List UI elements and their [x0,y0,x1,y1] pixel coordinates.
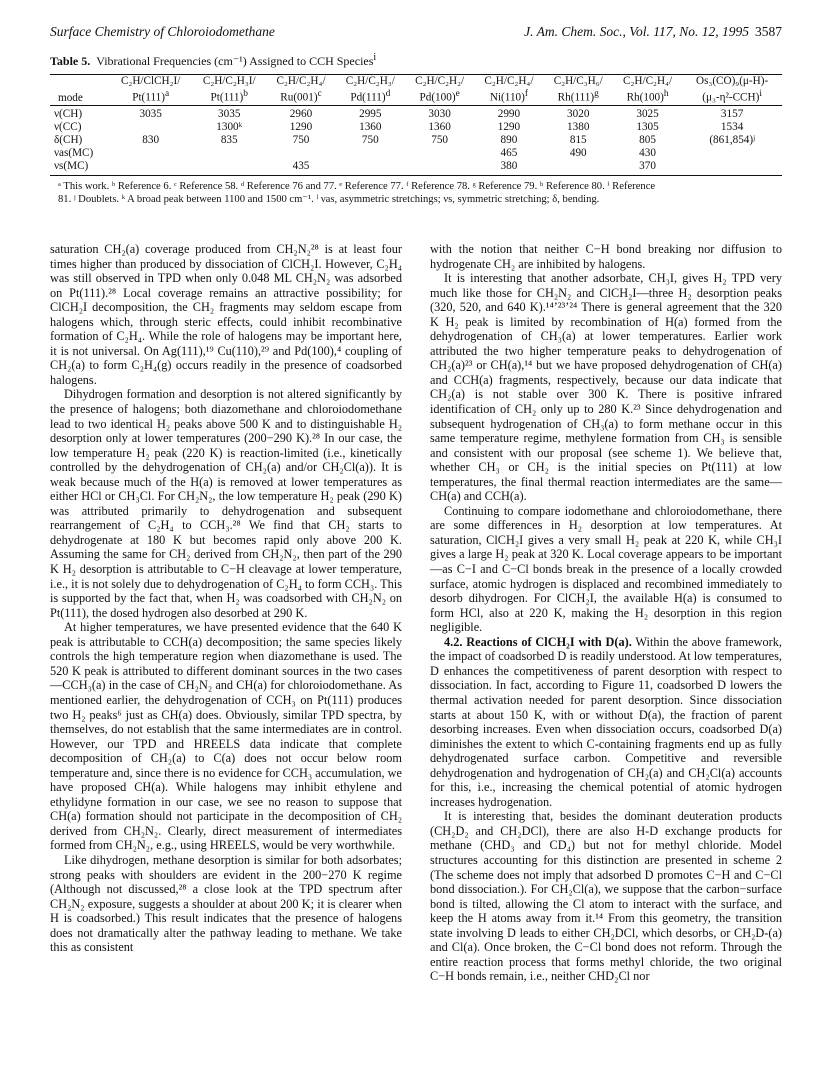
table-cell [336,147,405,160]
page-number: 3587 [755,24,782,39]
running-head [50,24,782,44]
running-head-title: Surface Chemistry of Chloroiodomethane [50,24,275,39]
table-cell: 3035 [139,107,162,120]
col-header-4-line1: C₂H/C₂H₃/ [336,75,405,89]
col-header-8-surface: Rh(100) [626,91,664,104]
col-header-2-line2 [192,88,266,105]
header-blank [50,75,109,89]
col-header-4-line2 [336,88,405,105]
table-footnote-line-1: ᵃ This work. ᵇ Reference 6. ᶜ Reference 58. ᵈ Reference 76 and 77. ᵉ Reference 77. ᶠ Reference 78. ᵍ Reference 79. ʰ Reference 80. ⁱ Reference [58,180,656,192]
mode-cell: ν(CH) [54,107,83,120]
table-cell [544,160,613,176]
journal-citation: J. Am. Chem. Soc., Vol. 117, No. 12, 1995 [524,24,749,39]
col-header-4-note: d [385,89,391,99]
table-cell: 490 [569,146,587,159]
col-header-7-line1: C₂H/C₃H₆/ [544,75,613,89]
col-header-5-line2 [405,88,474,105]
paragraph: At higher temperatures, we have presented evidence that the 640 K peak is attributable to CCH(a) decomposition; the same species likely controls the high temperature region when diazomethane is used. The 520 K peak is attributed to different dominant sources in the two cases—CCH₃(a) in the case of CH₂N₂ and CH(a) for chloroiodomethane. As mentioned earlier, the dehydrogenation of CCH₃ on Pt(111) produces two H₂ peaks⁶ just as CH(a) does. Obviously, similar TPD spectra, by themselves, do not establish that the same intermediates are in control. However, our TPD and HREELS data indicate that complete decomposition of CH₂(a) to C(a) does not occur below room temperature and, since there is no evidence for CCH₃ accumulation, we have proposed CH(a). While halogens may inhibit ethylene and ethylidyne formation in our case, we see no reason to suppose that CH(a) formation should not participate in the decomposition of CH₂ derived from CH₂N₂. Clearly, direct measurement of intermediates formed from CH₂N₂, e.g., using HREELS, would be very worthwhile. [50,620,402,853]
table-header-row-1 [50,75,782,89]
col-header-6-line2 [474,88,543,105]
mode-cell: νs(MC) [50,160,109,176]
table-cell: 2960 [289,107,313,120]
table-cell: 435 [266,160,335,176]
paragraph: It is interesting that another adsorbate, CH₃I, gives H₂ TPD very much like those for CH₂N₂ and ClCH₂I—three H₂ desorption peaks (320, 520, and 640 K).¹⁴ʼ²³ʼ²⁴ There is general agreement that the 320 K H₂ peak is limited by recombination of H(a) formed from the dehydrogenation of CH₃(a) at lower temperatures. Earlier work attributed the two higher temperature peaks to dehydrogenation of CH₂(a)²³ or CH(a),¹⁴ but we have proposed dehydrogenation of CH(a) and CCH(a) fragments, respectively, because our data indicate that CH₂(a) is not stable over 300 K. There is positive infrared identification of CH₂ only up to 280 K.²³ Since dehydrogenation and subsequent hydrogenation of CH₃(a) to form methane occur in this same temperature regime, methylene formation from CH₃ is sensible and consistent with our proposal (see scheme 1). We believe that, whether CH₃ or CH₂ is the initial species on Pt(111) at low temperatures, the final thermal reaction intermediates are the same—CH(a) and CCH(a). [430,271,782,504]
col-header-8-note: h [663,89,669,99]
table-cell [405,147,474,160]
table-cell: 1290 [289,120,313,133]
table-cell: 750 [361,133,379,146]
table-cell: 3030 [428,107,451,120]
table-cell: 2990 [497,107,521,120]
table-cell: 1380 [567,120,590,133]
col-header-7-note: g [594,89,599,99]
table-cell: 835 [220,133,238,146]
table-cell: 830 [142,133,160,146]
table-cell: 1360 [359,120,382,133]
col-header-5-surface: Pd(100) [419,91,456,104]
right-column [430,242,782,984]
col-header-6-note: f [524,89,528,99]
table-cell: 1290 [497,120,521,133]
col-header-6-surface: Ni(110) [489,91,525,104]
paragraph: saturation CH₂(a) coverage produced from CH₂N₂²⁸ is at least four times higher than produced by dissociation of ClCH₂I. However, C₂H₄ was still observed in TPD when only 0.048 ML CH₂N₂ was adsorbed on Pt(111).²⁸ Local coverage remains an attractive possibility; for ClCH₂I decomposition, the CH₂ fragments may seldom escape from halogens which, through steric effects, could inhibit recombinative formation of C₂H₄. While the role of halogens may be important here, it is not universal. On Ag(111),¹⁹ Cu(110),²⁹ and Pd(100),⁴ coupling of CH₂(a) to form C₂H₄(g) occurs readily in the presence of coadsorbed halogens. [50,242,402,387]
paragraph: Continuing to compare iodomethane and chloroiodomethane, there are some differences in H₂ desorption at low temperatures. At saturation, ClCH₂I gives a very small H₂ peak at 220 K, while CH₃I gives a large H₂ peak at 320 K. Local coverage appears to be important—as C−I and C−Cl bonds break in the presence of a locally crowded surface, atomic hydrogen is displaced and recombined immediately to desorb dihydrogen. For ClCH₂I, the available H(a) is consumed to form HCl, also at 220 K, making the H₂ desorption in this region negligible. [430,503,782,635]
paragraph: with the notion that neither C−H bond breaking nor diffusion to hydrogenate CH₂ are inhibited by halogens. [430,242,782,271]
table-cell [336,160,405,176]
col-header-1-line1: C₂H/ClCH₂I/ [109,75,192,89]
col-header-5-note: e [455,89,460,99]
col-header-4-surface: Pd(111) [350,91,386,104]
col-header-3-note: c [317,89,322,99]
table-header-row-2 [50,88,782,105]
col-header-2-surface: Pt(111) [210,91,244,104]
table-row [50,134,782,147]
col-header-3-line2 [266,88,335,105]
col-header-9-surface: (μ₃-η²-CCH) [702,91,760,104]
col-header-2-note: b [243,89,248,99]
paragraph: It is interesting that, besides the dominant deuteration products (CH₂D₂ and CH₂DCl), there are also H-D exchange products for methane (CHD₃ and CD₄) but not for methyl chloride. Model structures accounting for this distinction are presented in scheme 2 (The scheme does not imply that adsorbed D promotes C−H and C−Cl bond dissociation.). For CH₂Cl(a), we suppose that the carbon−surface bond is tilted, allowing the Cl atom to interact with the surface, and keep the H atoms away from it.¹⁴ From this geometry, the transition state involving D leads to either CH₂DCl, which desorbs, or CH₂D-(a) and Cl(a). Once broken, the C−Cl bond does not reform. Through the entire reaction process that forms methyl chloride, the two original C−H bonds remain, i.e., neither CHD₂Cl nor [430,809,782,984]
col-header-1-surface: Pt(111) [132,91,165,104]
table-cell [266,147,335,160]
table-cell: 3035 [218,107,241,120]
col-header-1-note: a [164,89,170,99]
table-footnotes [50,180,782,206]
mode-cell: ν(CC) [54,120,82,133]
left-column [50,242,402,984]
table-cell [682,160,782,176]
table-footnote-line-2: 81. ʲ Doublets. ᵏ A broad peak between 1100 and 1500 cm⁻¹. ˡ νas, asymmetric stretchings; νs, symmetric stretching; δ, bending. [58,193,600,205]
section-heading: 4.2. Reactions of ClCH₂I with D(a). [444,634,632,649]
table-cell: 750 [431,133,448,146]
table-cell: 465 [500,146,518,159]
table-title: Vibrational Frequencies (cm⁻¹) Assigned to CCH Species [96,54,374,68]
table-cell: 1534 [720,120,744,133]
table-cell: 1305 [636,120,659,133]
table-caption [50,52,782,69]
mode-cell: νas(MC) [54,146,94,159]
col-header-3-line1: C₂H/C₂H₄/ [266,75,335,89]
table-cell: 430 [639,146,656,159]
table-cell [682,147,782,160]
table-cell: 1300ᵏ [216,120,243,133]
table-cell: 750 [292,133,310,146]
col-header-1-line2 [109,88,192,105]
table-cell: 380 [474,160,543,176]
table-row [50,160,782,176]
col-header-9-note: i [759,89,762,99]
col-header-9-line1: Os₃(CO)₉(μ-H)- [682,75,782,89]
table-cell: 805 [639,133,656,146]
paragraph: Dihydrogen formation and desorption is not altered significantly by the presence of halogens; both diazomethane and chloroiodomethane lead to two identical H₂ peaks above 500 K and to distinguishable H₂ desorption only at lower temperatures (200−290 K).²⁸ In our case, the low temperature H₂ peak (220 K) is reaction-limited (i.e., kinetically controlled by the dehydrogenation of CH₂(a) and/or CH₂Cl(a)). It is weak because much of the H(a) is removed at lower temperatures as either HCl or CH₃Cl. For CH₂N₂, the low temperature H₂ peak (290 K) was attributed primarily to dehydrogenation and subsequent rearrangement of C₂H₄ to CCH₃.²⁸ We find that CH₂ starts to dehydrogenate at 180 K but becomes rapid only above 200 K. Assuming the same for CH₂ derived from CH₂N₂, then part of the 290 K H₂ desorption is attributable to C−H cleavage at lower temperature, i.e., it is not solely due to dehydrogenation of C₂H₄ to form CCH₃. This is supported by the fact that, when H₂ was coadsorbed with CH₂N₂ on Pt(111), the dosed hydrogen also desorbed at 290 K. [50,387,402,620]
col-header-9-line2 [682,88,782,105]
col-header-2-line1: C₂H/C₂H₃I/ [192,75,266,89]
table-row [50,147,782,160]
col-header-7-line2 [544,88,613,105]
body-columns [50,242,782,984]
table-cell: 3157 [720,107,744,120]
table-cell: 3020 [567,107,590,120]
table-row [50,121,782,134]
journal-page [50,24,782,984]
running-head-citation [524,24,782,44]
col-header-5-line1: C₂H/C₂H₂/ [405,75,474,89]
table-cell [109,147,192,160]
col-header-8-line2 [613,88,682,105]
vibrational-frequency-table [50,74,782,176]
paragraph: Like dihydrogen, methane desorption is similar for both adsorbates; strong peaks with shoulders are evident in the 200−270 K regime (Although not discussed,²⁸ a close look at the TPD spectrum after CH₂N₂ exposure, suggests a shoulder at about 200 K; it is clearer when H is coadsorbed.) This result indicates that the presence of halogens does not dramatically alter the pathway leading to methane. We take this as consistent [50,852,402,955]
mode-header: mode [50,88,109,105]
section-paragraph [430,635,782,810]
col-header-7-surface: Rh(111) [557,91,595,104]
table-cell: 3025 [636,107,659,120]
mode-cell: δ(CH) [54,133,83,146]
table-title-note: i [373,52,377,63]
table-cell [109,121,192,134]
table-cell: 1360 [428,120,451,133]
table-cell: 890 [500,133,518,146]
col-header-3-surface: Ru(001) [280,91,318,104]
table-cell [405,160,474,176]
table-number: Table 5. [50,54,91,68]
section-paragraph-text: Within the above framework, the impact of coadsorbed D is readily understood. At low temperatures, D enhances the competitiveness of parent desorption with respect to dissociation. In fact, according to Figure 11, coadsorbed D lowers the thermal activation needed for parent desorption. Since dissociation starts at about 150 K, with or without D(a), the fraction of parent desorbing increases. Even when dissociation occurs, coadsorbed D(a) diminishes the extent to which C-containing fragments end up as fully dehydrogenated surface carbon. Competitive and reversible dehydrogenation and hydrogenation of CH₂(a) and CH₂Cl(a) accounts for this, i.e., increasing the chemical potential of atomic hydrogen increases hydrogenation. [430,634,782,809]
col-header-8-line1: C₂H/C₂H₄/ [613,75,682,89]
table-cell [192,147,266,160]
table-cell [192,160,266,176]
table-cell: (861,854)ʲ [709,133,755,146]
table-cell: 370 [613,160,682,176]
col-header-6-line1: C₂H/C₂H₄/ [474,75,543,89]
table-cell [109,160,192,176]
table-cell: 2995 [359,107,382,120]
table-row [50,105,782,121]
table-cell: 815 [569,133,587,146]
